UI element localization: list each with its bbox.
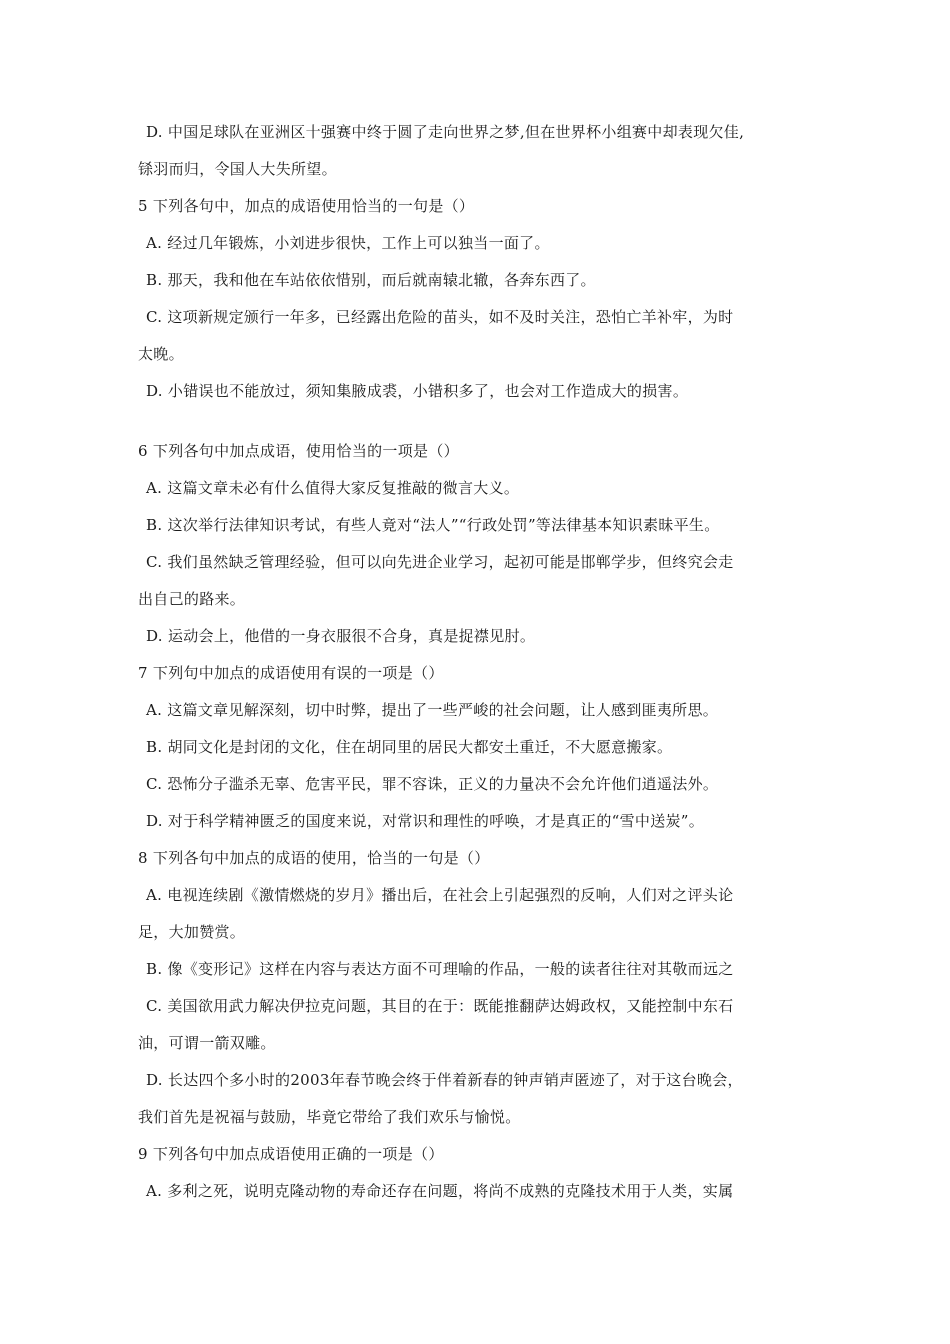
- q4-option-d: D. 中国足球队在亚洲区十强赛中终于圆了走向世界之梦,但在世界杯小组赛中却表现欠佳,: [146, 123, 745, 141]
- q7-option-d: D. 对于科学精神匮乏的国度来说，对常识和理性的呼唤，才是真正的“雪中送炭”。: [146, 812, 705, 830]
- q5-stem: 5 下列各句中，加点的成语使用恰当的一句是（）: [138, 197, 475, 215]
- q7-option-b: B. 胡同文化是封闭的文化，住在胡同里的居民大都安土重迁，不大愿意搬家。: [146, 738, 673, 756]
- q6-option-a: A. 这篇文章未必有什么值得大家反复推敲的微言大义。: [146, 479, 520, 497]
- q9-stem: 9 下列各句中加点成语使用正确的一项是（）: [138, 1145, 444, 1163]
- q5-option-c: C. 这项新规定颁行一年多，已经露出危险的苗头，如不及时关注，恐怕亡羊补牢，为时: [146, 308, 734, 326]
- q6-option-b: B. 这次举行法律知识考试，有些人竟对“法人”“行政处罚”等法律基本知识素昧平生。: [146, 516, 720, 534]
- q8-option-d: D. 长达四个多小时的2003年春节晚会终于伴着新春的钟声销声匿迹了，对于这台晚会，: [146, 1071, 743, 1089]
- q5-option-c-cont: 太晚。: [138, 345, 184, 363]
- q8-option-b: B. 像《变形记》这样在内容与表达方面不可理喻的作品，一般的读者往往对其敬而远之: [146, 960, 734, 978]
- q5-option-d: D. 小错误也不能放过，须知集腋成裘，小错积多了，也会对工作造成大的损害。: [146, 382, 689, 400]
- q7-option-a: A. 这篇文章见解深刻，切中时弊，提出了一些严峻的社会问题，让人感到匪夷所思。: [146, 701, 719, 719]
- q8-option-a: A. 电视连续剧《激情燃烧的岁月》播出后，在社会上引起强烈的反响，人们对之评头论: [146, 886, 734, 904]
- q6-option-d: D. 运动会上，他借的一身衣服很不合身，真是捉襟见肘。: [146, 627, 536, 645]
- q4-option-d-cont: 铩羽而归，令国人大失所望。: [138, 160, 337, 178]
- q5-option-b: B. 那天，我和他在车站依依惜别，而后就南辕北辙，各奔东西了。: [146, 271, 596, 289]
- q6-option-c-cont: 出自己的路来。: [138, 590, 246, 608]
- q9-option-a: A. 多利之死，说明克隆动物的寿命还存在问题，将尚不成熟的克隆技术用于人类，实属: [146, 1182, 734, 1200]
- q7-option-c: C. 恐怖分子滥杀无辜、危害平民，罪不容诛，正义的力量决不会允许他们逍遥法外。: [146, 775, 719, 793]
- q5-option-a: A. 经过几年锻炼，小刘进步很快，工作上可以独当一面了。: [146, 234, 550, 252]
- q8-option-a-cont: 足，大加赞赏。: [138, 923, 246, 941]
- q8-stem: 8 下列各句中加点的成语的使用，恰当的一句是（）: [138, 849, 490, 867]
- q6-option-c: C. 我们虽然缺乏管理经验，但可以向先进企业学习，起初可能是邯郸学步，但终究会走: [146, 553, 734, 571]
- q8-option-c: C. 美国欲用武力解决伊拉克问题，其目的在于：既能推翻萨达姆政权，又能控制中东石: [146, 997, 734, 1015]
- q8-option-d-cont: 我们首先是祝福与鼓励，毕竟它带给了我们欢乐与愉悦。: [138, 1108, 521, 1126]
- q7-stem: 7 下列句中加点的成语使用有误的一项是（）: [138, 664, 444, 682]
- q8-option-c-cont: 油，可谓一箭双雕。: [138, 1034, 276, 1052]
- q6-stem: 6 下列各句中加点成语，使用恰当的一项是（）: [138, 442, 459, 460]
